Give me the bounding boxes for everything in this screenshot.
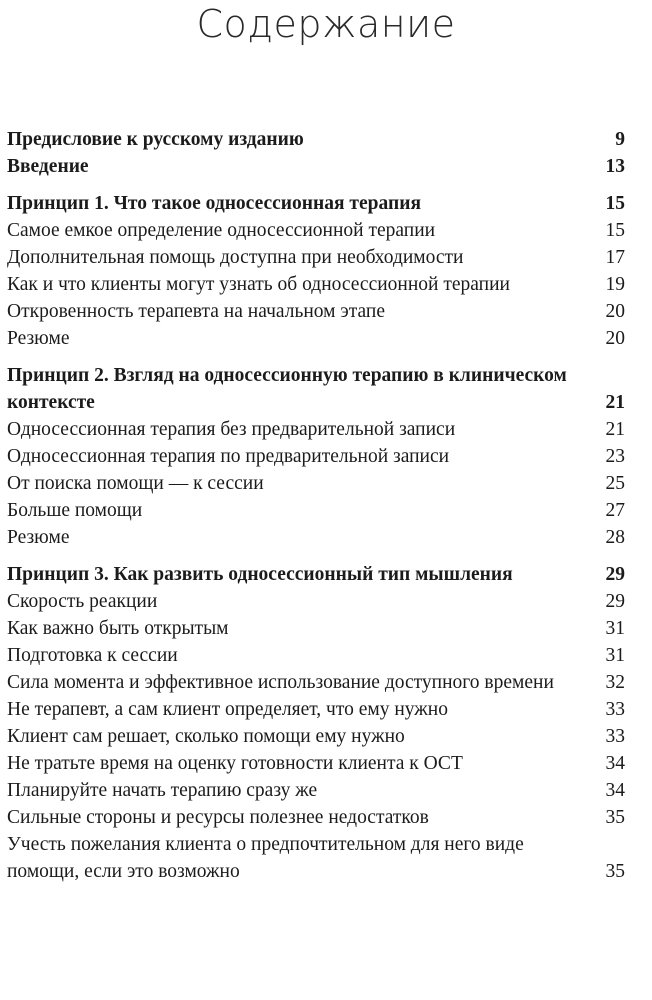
table-of-contents [7, 126, 625, 885]
toc-entry[interactable] [7, 669, 625, 696]
toc-chapter[interactable] [7, 362, 625, 416]
toc-entry-page: 23 [605, 446, 625, 467]
toc-entry-page: 15 [605, 193, 625, 214]
toc-entry[interactable] [7, 723, 625, 750]
toc-entry-title: Сильные стороны и ресурсы полезнее недостатков [7, 807, 429, 828]
toc-entry[interactable] [7, 153, 625, 180]
toc-entry[interactable] [7, 443, 625, 470]
toc-entry[interactable] [7, 804, 625, 831]
toc-entry[interactable] [7, 524, 625, 551]
toc-entry-page: 31 [605, 618, 625, 639]
toc-entry-title: От поиска помощи — к сессии [7, 473, 264, 494]
toc-entry-title: Планируйте начать терапию сразу же [7, 780, 318, 801]
toc-entry-title: Больше помощи [7, 500, 143, 521]
toc-entry-page: 20 [605, 328, 625, 349]
toc-entry-page: 28 [605, 527, 625, 548]
toc-entry-page: 33 [605, 699, 625, 720]
section-gap [7, 551, 625, 561]
toc-entry[interactable] [7, 217, 625, 244]
toc-entry[interactable] [7, 470, 625, 497]
toc-entry[interactable] [7, 750, 625, 777]
toc-entry-page: 34 [605, 753, 625, 774]
toc-entry-title: Предисловие к русскому изданию [7, 129, 304, 150]
toc-entry-page: 20 [605, 301, 625, 322]
toc-entry-title: Как и что клиенты могут узнать об односессионной терапии [7, 274, 510, 295]
toc-entry[interactable] [7, 497, 625, 524]
toc-entry-title: Подготовка к сессии [7, 645, 178, 666]
toc-entry-page: 21 [605, 392, 625, 413]
toc-entry-page: 35 [605, 807, 625, 828]
section-gap [7, 352, 625, 362]
toc-entry-title: Самое емкое определение односессионной терапии [7, 220, 436, 241]
toc-entry-page: 17 [605, 247, 625, 268]
page-title: Содержание [196, 2, 456, 46]
toc-entry-title: Не терапевт, а сам клиент определяет, что ему нужно [7, 699, 448, 720]
toc-entry[interactable] [7, 615, 625, 642]
toc-entry-page: 27 [605, 500, 625, 521]
toc-entry-title: Принцип 3. Как развить односессионный тип мышления [7, 564, 513, 585]
toc-entry-page: 19 [605, 274, 625, 295]
toc-entry[interactable] [7, 416, 625, 443]
toc-entry-title: Принцип 2. Взгляд на односессионную терапию в клиническом контексте [7, 365, 567, 413]
toc-entry[interactable] [7, 642, 625, 669]
toc-entry-title: Учесть пожелания клиента о предпочтительном для него виде помощи, если это возможно [7, 834, 524, 882]
toc-entry-title: Односессионная терапия без предварительной записи [7, 419, 456, 440]
toc-entry[interactable] [7, 271, 625, 298]
toc-entry-title: Введение [7, 156, 89, 177]
toc-entry-page: 31 [605, 645, 625, 666]
toc-entry[interactable] [7, 244, 625, 271]
toc-entry-title: Дополнительная помощь доступна при необходимости [7, 247, 464, 268]
toc-entry-title: Откровенность терапевта на начальном этапе [7, 301, 385, 322]
toc-entry[interactable] [7, 588, 625, 615]
toc-entry-page: 13 [605, 156, 625, 177]
toc-entry-page: 34 [605, 780, 625, 801]
toc-entry[interactable] [7, 696, 625, 723]
toc-entry-page: 9 [615, 129, 625, 150]
toc-entry[interactable] [7, 325, 625, 352]
toc-entry-page: 33 [605, 726, 625, 747]
toc-entry[interactable] [7, 831, 625, 885]
toc-entry[interactable] [7, 126, 625, 153]
toc-entry-title: Резюме [7, 328, 70, 349]
section-gap [7, 180, 625, 190]
toc-entry-page: 32 [605, 672, 625, 693]
toc-entry-page: 29 [605, 564, 625, 585]
toc-entry-page: 25 [605, 473, 625, 494]
toc-chapter[interactable] [7, 190, 625, 217]
toc-entry[interactable] [7, 777, 625, 804]
toc-entry[interactable] [7, 298, 625, 325]
toc-entry-page: 21 [605, 419, 625, 440]
toc-entry-title: Скорость реакции [7, 591, 158, 612]
toc-entry-title: Резюме [7, 527, 70, 548]
toc-entry-title: Как важно быть открытым [7, 618, 229, 639]
toc-entry-title: Клиент сам решает, сколько помощи ему нужно [7, 726, 405, 747]
toc-entry-page: 29 [605, 591, 625, 612]
toc-entry-page: 15 [605, 220, 625, 241]
toc-entry-page: 35 [605, 861, 625, 882]
toc-chapter[interactable] [7, 561, 625, 588]
toc-entry-title: Односессионная терапия по предварительной записи [7, 446, 450, 467]
toc-entry-title: Не тратьте время на оценку готовности клиента к ОСТ [7, 753, 463, 774]
toc-entry-title: Принцип 1. Что такое односессионная терапия [7, 193, 422, 214]
toc-entry-title: Сила момента и эффективное использование доступного времени [7, 672, 554, 693]
